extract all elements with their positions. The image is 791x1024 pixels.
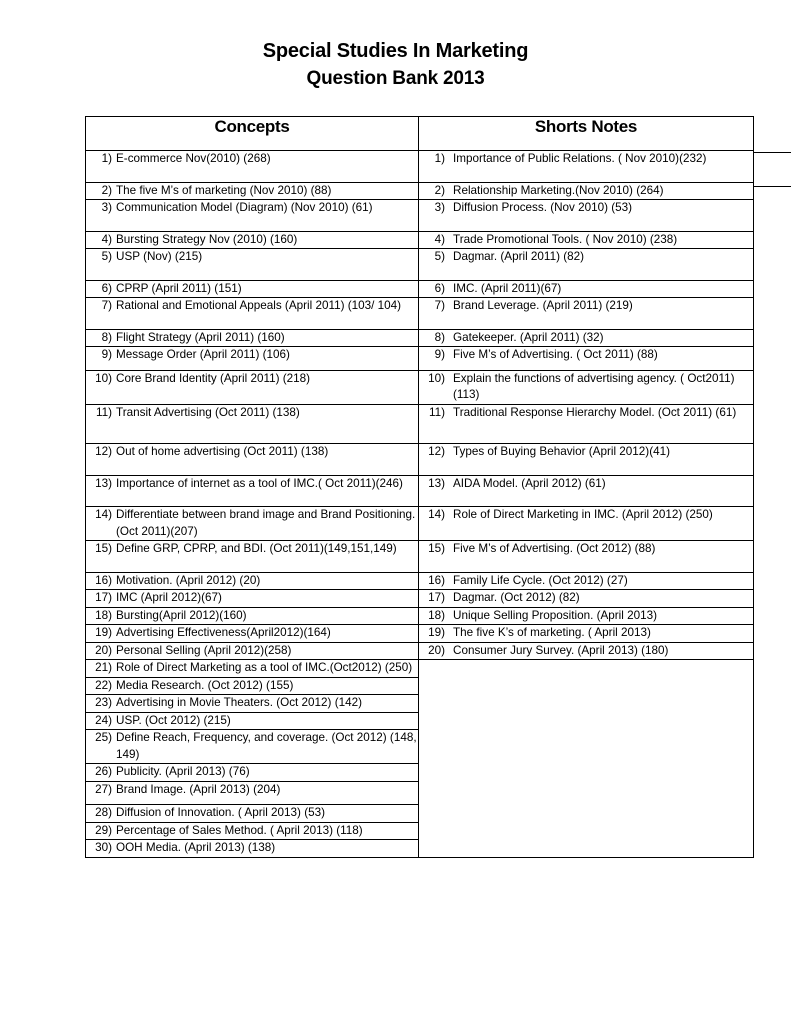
item-number: 29) xyxy=(95,823,112,837)
table-body xyxy=(86,151,754,858)
shorts-notes-cell xyxy=(419,475,754,507)
concepts-cell xyxy=(86,712,419,730)
shorts-notes-cell xyxy=(419,625,754,643)
cell-spacer xyxy=(419,558,753,572)
table-row xyxy=(86,642,754,660)
item-number: 1) xyxy=(434,152,445,165)
item-text: Role of Direct Marketing in IMC. (April 2012) (250) xyxy=(453,508,713,521)
list-item xyxy=(86,678,418,695)
item-text: Percentage of Sales Method. ( April 2013) (118) xyxy=(116,823,363,837)
concepts-cell xyxy=(86,231,419,249)
item-number: 2) xyxy=(434,183,445,197)
item-number: 1) xyxy=(101,152,112,165)
item-number: 5) xyxy=(434,250,445,263)
table-row xyxy=(86,404,754,444)
concepts-cell xyxy=(86,329,419,347)
concepts-cell xyxy=(86,249,419,281)
item-text: Types of Buying Behavior (April 2012)(41) xyxy=(453,445,670,458)
item-text: Relationship Marketing.(Nov 2010) (264) xyxy=(453,183,664,197)
cell-spacer xyxy=(86,364,418,370)
item-number: 14) xyxy=(428,508,445,521)
cell-spacer xyxy=(419,364,753,370)
concepts-cell xyxy=(86,541,419,573)
cell-spacer xyxy=(86,266,418,280)
list-item xyxy=(419,476,753,493)
table-header xyxy=(86,117,754,151)
concepts-cell xyxy=(86,625,419,643)
list-item xyxy=(86,730,418,763)
item-number: 25) xyxy=(95,731,112,744)
table-row xyxy=(86,280,754,298)
item-number: 23) xyxy=(95,696,112,709)
list-item xyxy=(86,330,418,347)
cell-spacer xyxy=(86,387,418,401)
item-number: 20) xyxy=(428,643,445,657)
shorts-notes-cell xyxy=(419,329,754,347)
item-number: 11) xyxy=(95,405,112,419)
cell-spacer xyxy=(86,461,418,475)
item-text: Bursting Strategy Nov (2010) (160) xyxy=(116,232,298,246)
list-item xyxy=(86,200,418,217)
shorts-notes-cell xyxy=(419,347,754,371)
item-number: 28) xyxy=(95,806,112,819)
item-text: Define GRP, CPRP, and BDI. (Oct 2011)(149,151,149) xyxy=(116,542,397,555)
shorts-notes-cell xyxy=(419,444,754,476)
title-line-1: Special Studies In Marketing xyxy=(262,40,529,62)
concepts-cell xyxy=(86,151,419,183)
list-item xyxy=(86,232,418,249)
table-row xyxy=(86,541,754,573)
shorts-notes-cell xyxy=(419,298,754,330)
item-number: 2) xyxy=(101,183,112,197)
concepts-cell xyxy=(86,660,419,678)
concepts-cell xyxy=(86,475,419,507)
item-number: 17) xyxy=(95,591,112,604)
stray-rule-bottom xyxy=(753,186,791,187)
table-row xyxy=(86,231,754,249)
table-row xyxy=(86,370,754,404)
shorts-notes-cell xyxy=(419,590,754,608)
item-number: 13) xyxy=(95,476,112,490)
list-item xyxy=(419,183,753,200)
item-number: 7) xyxy=(434,299,445,312)
table-row xyxy=(86,444,754,476)
concepts-cell xyxy=(86,822,419,840)
cell-spacer xyxy=(419,421,753,435)
item-text: Family Life Cycle. (Oct 2012) (27) xyxy=(453,573,628,587)
table-row xyxy=(86,182,754,200)
item-number: 27) xyxy=(95,782,112,796)
shorts-notes-cell xyxy=(419,280,754,298)
item-number: 9) xyxy=(101,348,112,361)
list-item xyxy=(419,608,753,625)
concepts-cell xyxy=(86,298,419,330)
cell-spacer xyxy=(419,461,753,475)
list-item xyxy=(86,643,418,660)
shorts-notes-cell xyxy=(419,182,754,200)
item-number: 12) xyxy=(428,445,445,458)
list-item xyxy=(419,625,753,642)
concepts-cell xyxy=(86,781,419,805)
question-bank-table xyxy=(85,116,754,858)
table-row xyxy=(86,329,754,347)
item-number: 9) xyxy=(434,348,445,361)
list-item xyxy=(419,444,753,461)
item-text: The five K’s of marketing. ( April 2013) xyxy=(453,626,651,639)
item-text: E-commerce Nov(2010) (268) xyxy=(116,152,271,165)
item-text: Trade Promotional Tools. ( Nov 2010) (238) xyxy=(453,232,678,246)
shorts-notes-cell xyxy=(419,541,754,573)
cell-spacer xyxy=(86,421,418,443)
item-text: CPRP (April 2011) (151) xyxy=(116,281,242,295)
item-number: 10) xyxy=(95,371,112,385)
list-item xyxy=(419,249,753,266)
list-item xyxy=(419,151,753,168)
shorts-notes-cell xyxy=(419,370,754,404)
list-item xyxy=(86,347,418,364)
column-header-concepts: Concepts xyxy=(86,117,419,151)
item-text: Flight Strategy (April 2011) (160) xyxy=(116,330,285,344)
item-number: 18) xyxy=(428,608,445,622)
item-number: 30) xyxy=(95,841,112,854)
table-row xyxy=(86,249,754,281)
list-item xyxy=(419,232,753,249)
item-number: 14) xyxy=(95,508,112,521)
item-number: 8) xyxy=(101,330,112,344)
question-bank-table-container xyxy=(85,116,753,858)
item-text: IMC (April 2012)(67) xyxy=(116,591,222,604)
item-text: Differentiate between brand image and Brand Positioning. (Oct 2011)(207) xyxy=(116,508,416,538)
list-item xyxy=(86,151,418,168)
cell-spacer xyxy=(419,315,753,329)
item-text: Communication Model (Diagram) (Nov 2010) (61) xyxy=(116,201,373,214)
list-item xyxy=(86,764,418,781)
shorts-notes-cell xyxy=(419,572,754,590)
item-text: OOH Media. (April 2013) (138) xyxy=(116,841,276,854)
item-number: 4) xyxy=(434,232,445,246)
item-text: Dagmar. (Oct 2012) (82) xyxy=(453,591,580,604)
list-item xyxy=(86,713,418,730)
shorts-notes-cell xyxy=(419,249,754,281)
concepts-cell xyxy=(86,572,419,590)
title-line-2: Question Bank 2013 xyxy=(306,68,485,89)
item-number: 16) xyxy=(95,573,112,587)
item-number: 19) xyxy=(428,626,445,639)
shorts-notes-empty-cell xyxy=(419,660,754,858)
list-item xyxy=(419,643,753,660)
list-item xyxy=(86,541,418,558)
item-number: 13) xyxy=(428,476,445,490)
concepts-cell xyxy=(86,280,419,298)
item-text: Advertising Effectiveness(April2012)(164) xyxy=(116,626,331,639)
item-number: 18) xyxy=(95,608,112,622)
list-item xyxy=(86,298,418,315)
item-text: Diffusion Process. (Nov 2010) (53) xyxy=(453,201,633,214)
item-number: 3) xyxy=(101,201,112,214)
item-text: USP. (Oct 2012) (215) xyxy=(116,713,231,727)
concepts-cell xyxy=(86,444,419,476)
table-row xyxy=(86,590,754,608)
item-text: Define Reach, Frequency, and coverage. (Oct 2012) (148, 149) xyxy=(116,731,417,761)
list-item xyxy=(419,330,753,347)
item-text: Importance of internet as a tool of IMC.( Oct 2011)(246) xyxy=(116,476,403,490)
column-header-shorts-notes: Shorts Notes xyxy=(419,117,754,151)
item-text: Message Order (April 2011) (106) xyxy=(116,348,290,361)
item-number: 11) xyxy=(428,405,445,419)
item-text: Gatekeeper. (April 2011) (32) xyxy=(453,330,604,344)
list-item xyxy=(86,660,418,677)
item-text: Core Brand Identity (April 2011) (218) xyxy=(116,371,311,385)
item-text: Importance of Public Relations. ( Nov 2010)(232) xyxy=(453,152,707,165)
concepts-cell xyxy=(86,370,419,404)
concepts-cell xyxy=(86,730,419,764)
list-item xyxy=(86,625,418,642)
table-row xyxy=(86,347,754,371)
list-item xyxy=(419,371,753,404)
concepts-cell xyxy=(86,607,419,625)
concepts-cell xyxy=(86,347,419,371)
item-text: Five M’s of Advertising. ( Oct 2011) (88) xyxy=(453,348,658,361)
table-row xyxy=(86,475,754,507)
item-text: Transit Advertising (Oct 2011) (138) xyxy=(116,405,300,419)
concepts-cell xyxy=(86,695,419,713)
list-item xyxy=(86,281,418,298)
header-row xyxy=(86,117,754,151)
concepts-cell xyxy=(86,764,419,782)
list-item xyxy=(419,541,753,558)
item-text: Brand Image. (April 2013) (204) xyxy=(116,782,281,796)
item-number: 6) xyxy=(434,281,445,295)
shorts-notes-cell xyxy=(419,200,754,232)
item-text: Rational and Emotional Appeals (April 2011) (103/ 104) xyxy=(116,299,402,312)
item-text: Explain the functions of advertising agency. ( Oct2011) (113) xyxy=(453,371,735,401)
concepts-cell xyxy=(86,642,419,660)
item-number: 5) xyxy=(101,250,112,263)
item-number: 10) xyxy=(428,371,445,385)
cell-spacer xyxy=(419,492,753,506)
item-text: IMC. (April 2011)(67) xyxy=(453,281,562,295)
shorts-notes-cell xyxy=(419,231,754,249)
item-number: 12) xyxy=(95,445,112,458)
shorts-notes-cell xyxy=(419,507,754,541)
concepts-cell xyxy=(86,805,419,823)
item-text: Advertising in Movie Theaters. (Oct 2012) (142) xyxy=(116,696,362,709)
list-item xyxy=(86,371,418,388)
list-item xyxy=(86,405,418,422)
item-number: 7) xyxy=(101,299,112,312)
item-number: 3) xyxy=(434,201,445,214)
item-text: Personal Selling (April 2012)(258) xyxy=(116,643,292,657)
item-text: USP (Nov) (215) xyxy=(116,250,203,263)
concepts-cell xyxy=(86,200,419,232)
list-item xyxy=(86,444,418,461)
item-text: The five M’s of marketing (Nov 2010) (88) xyxy=(116,183,332,197)
table-row xyxy=(86,298,754,330)
cell-spacer xyxy=(86,798,418,804)
item-number: 26) xyxy=(95,765,112,778)
item-number: 19) xyxy=(95,626,112,639)
table-row xyxy=(86,625,754,643)
list-item xyxy=(86,183,418,200)
table-row xyxy=(86,151,754,183)
cell-spacer xyxy=(419,217,753,231)
item-text: Out of home advertising (Oct 2011) (138) xyxy=(116,445,329,458)
item-text: Dagmar. (April 2011) (82) xyxy=(453,250,584,263)
shorts-notes-cell xyxy=(419,151,754,183)
table-row xyxy=(86,572,754,590)
concepts-cell xyxy=(86,840,419,858)
item-number: 15) xyxy=(428,542,445,555)
item-number: 6) xyxy=(101,281,112,295)
table-row xyxy=(86,660,754,678)
table-row xyxy=(86,200,754,232)
list-item xyxy=(86,805,418,822)
list-item xyxy=(86,840,418,857)
list-item xyxy=(86,695,418,712)
list-item xyxy=(419,298,753,315)
item-text: Traditional Response Hierarchy Model. (Oct 2011) (61) xyxy=(453,405,737,419)
shorts-notes-cell xyxy=(419,404,754,444)
item-number: 16) xyxy=(428,573,445,587)
item-number: 21) xyxy=(95,661,112,674)
item-number: 4) xyxy=(101,232,112,246)
list-item xyxy=(419,590,753,607)
list-item xyxy=(86,823,418,840)
table-row xyxy=(86,507,754,541)
item-text: Publicity. (April 2013) (76) xyxy=(116,765,250,778)
list-item xyxy=(86,507,418,540)
cell-spacer xyxy=(86,168,418,182)
list-item xyxy=(86,782,418,799)
item-text: Diffusion of Innovation. ( April 2013) (53) xyxy=(116,806,325,819)
item-number: 20) xyxy=(95,643,112,657)
list-item xyxy=(419,347,753,364)
list-item xyxy=(419,573,753,590)
item-number: 22) xyxy=(95,678,112,692)
item-text: Bursting(April 2012)(160) xyxy=(116,608,247,622)
item-number: 17) xyxy=(428,591,445,604)
item-text: Unique Selling Proposition. (April 2013) xyxy=(453,608,657,622)
list-item xyxy=(419,507,753,524)
item-text: Five M’s of Advertising. (Oct 2012) (88) xyxy=(453,542,656,555)
list-item xyxy=(86,590,418,607)
concepts-cell xyxy=(86,507,419,541)
item-number: 8) xyxy=(434,330,445,344)
shorts-notes-cell xyxy=(419,642,754,660)
list-item xyxy=(86,573,418,590)
list-item xyxy=(86,249,418,266)
concepts-cell xyxy=(86,590,419,608)
item-text: Consumer Jury Survey. (April 2013) (180) xyxy=(453,643,669,657)
list-item xyxy=(419,405,753,422)
list-item xyxy=(86,476,418,493)
item-text: Media Research. (Oct 2012) (155) xyxy=(116,678,294,692)
stray-rule-top xyxy=(753,152,791,153)
item-text: Role of Direct Marketing as a tool of IMC.(Oct2012) (250) xyxy=(116,661,413,674)
concepts-cell xyxy=(86,677,419,695)
shorts-notes-cell xyxy=(419,607,754,625)
item-text: Motivation. (April 2012) (20) xyxy=(116,573,261,587)
cell-spacer xyxy=(419,266,753,280)
list-item xyxy=(419,281,753,298)
page-title xyxy=(0,0,791,92)
list-item xyxy=(419,200,753,217)
concepts-cell xyxy=(86,404,419,444)
list-item xyxy=(86,608,418,625)
item-text: Brand Leverage. (April 2011) (219) xyxy=(453,299,633,312)
item-number: 24) xyxy=(95,713,112,727)
item-text: AIDA Model. (April 2012) (61) xyxy=(453,476,606,490)
table-row xyxy=(86,607,754,625)
concepts-cell xyxy=(86,182,419,200)
item-number: 15) xyxy=(95,542,112,555)
